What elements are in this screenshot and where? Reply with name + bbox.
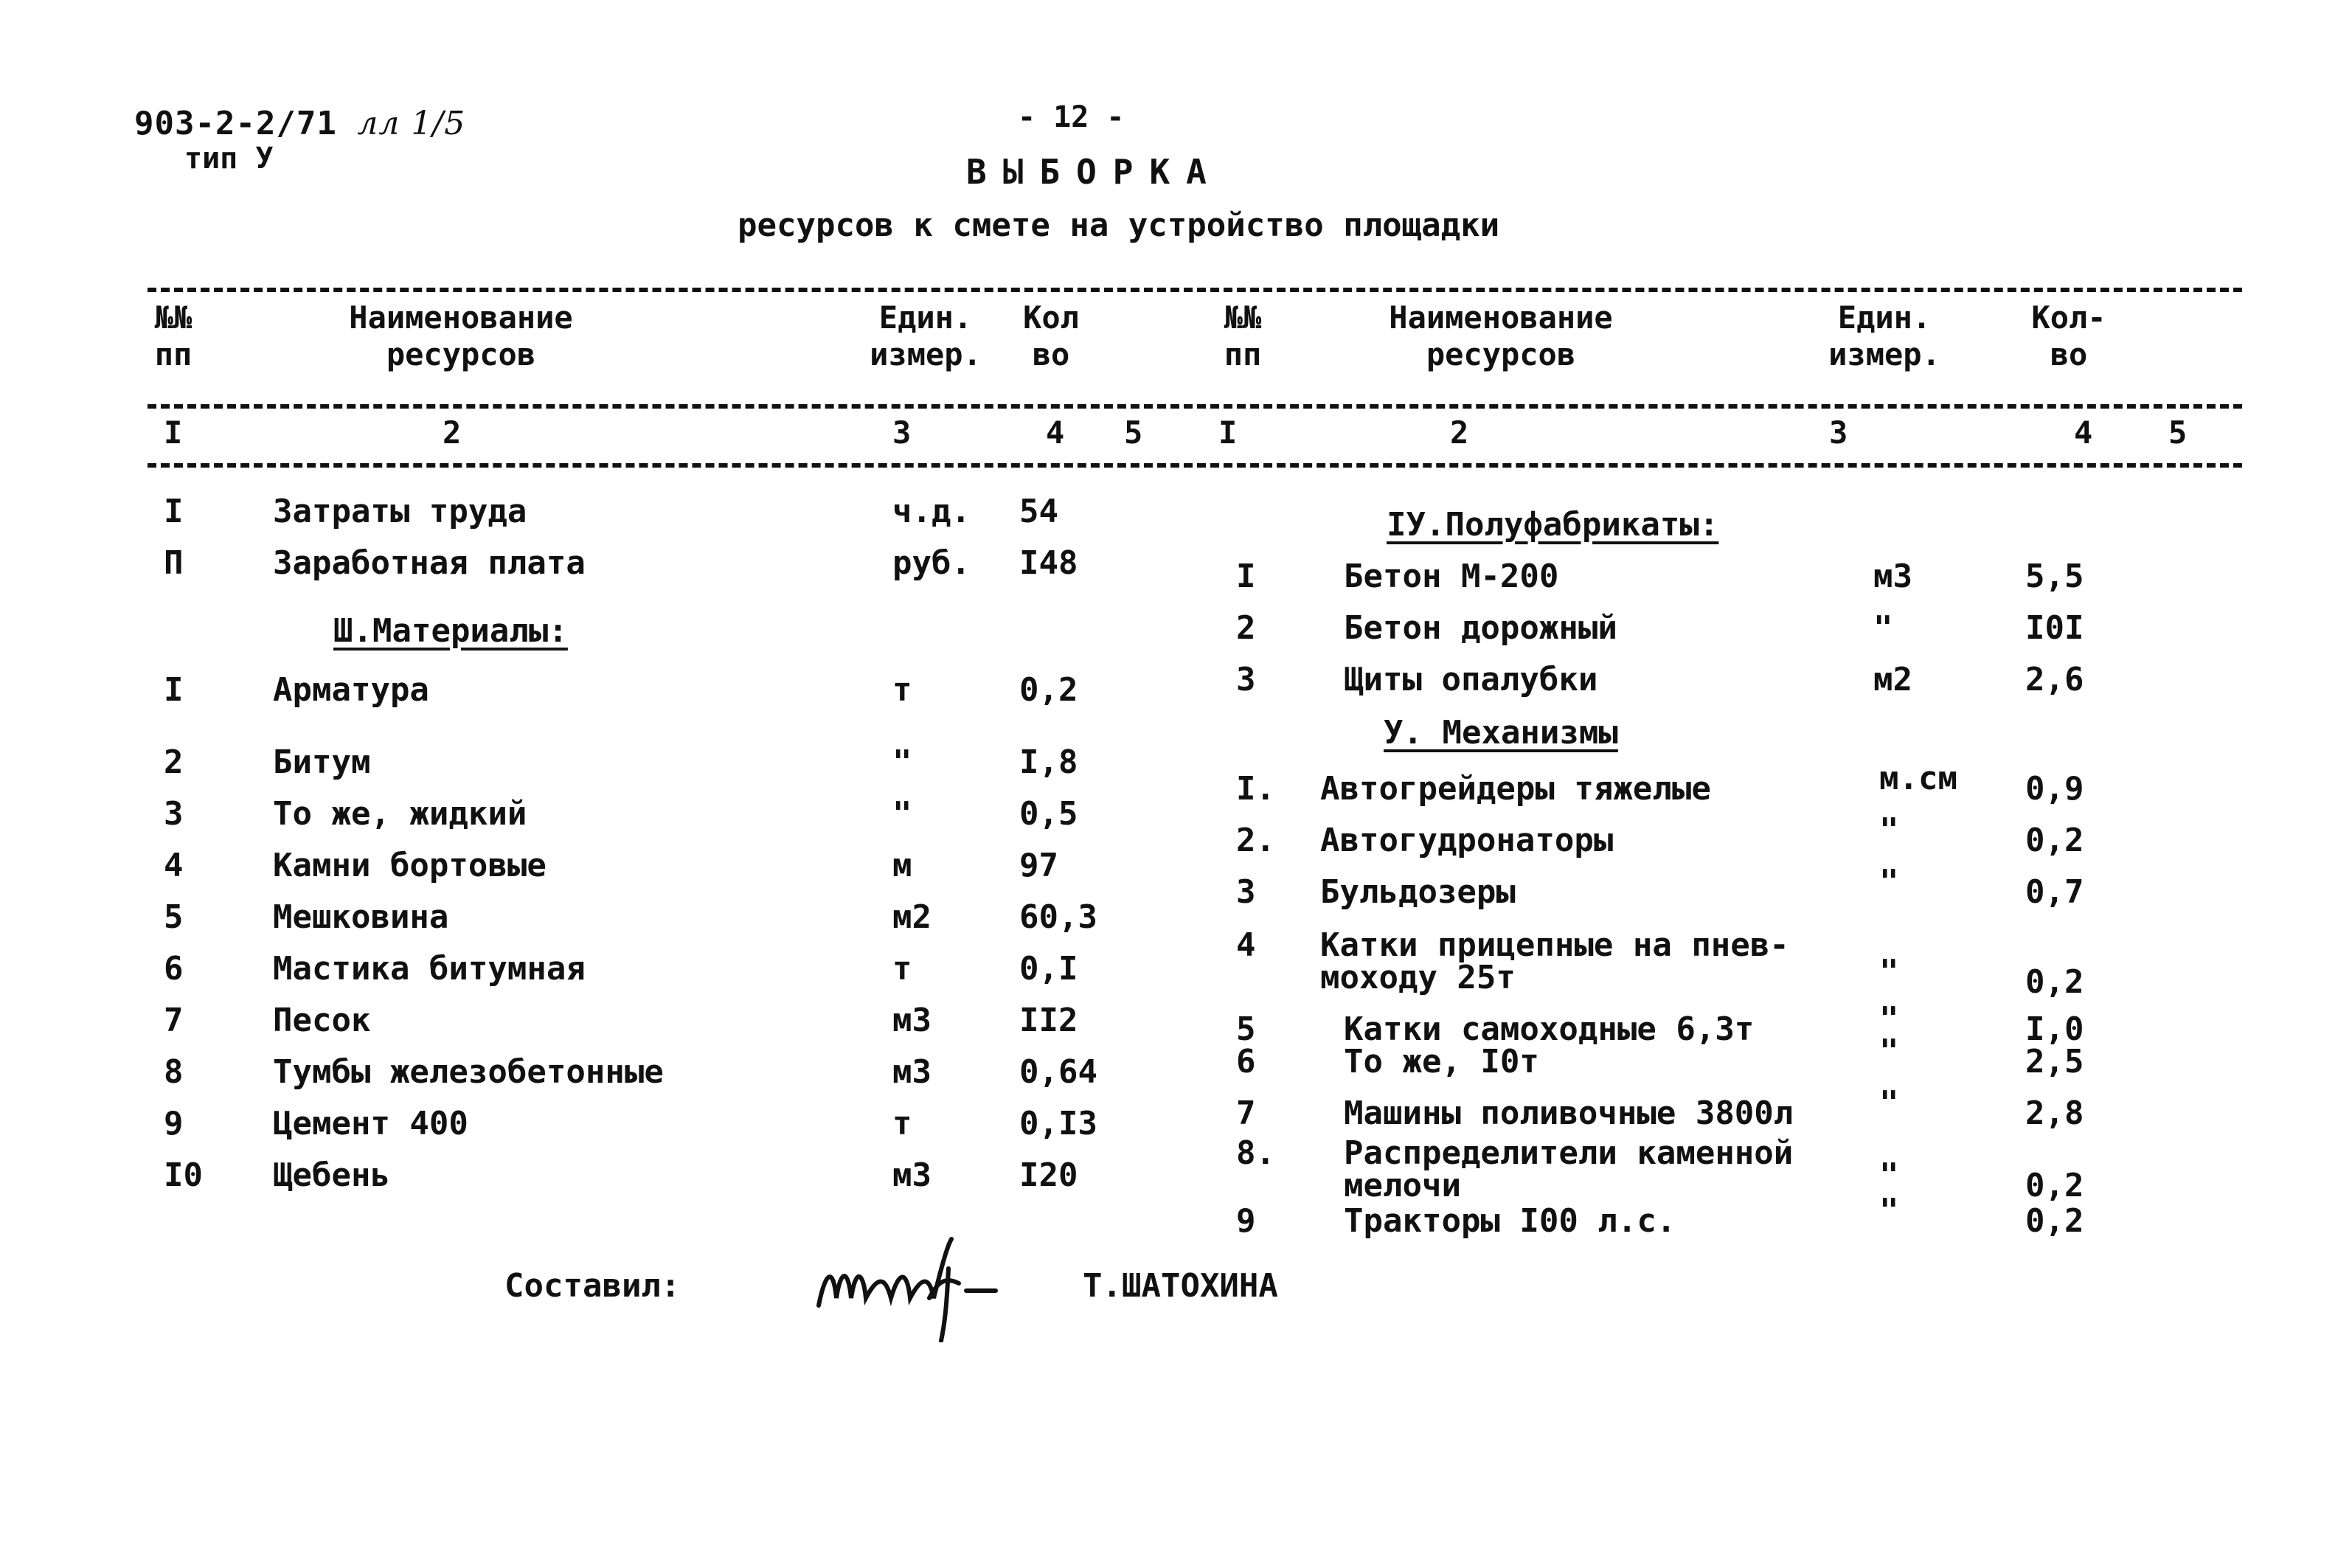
col-number-right-5: 5: [2168, 414, 2188, 451]
mech-row-qty: 0,7: [2025, 873, 2084, 911]
material-row-no: 9: [164, 1105, 184, 1142]
material-row-qty: I,8: [1019, 743, 1078, 781]
mech-row-no: 9: [1236, 1202, 1256, 1240]
semi-row-name: Бетон М-200: [1344, 558, 1559, 595]
col-header-no-left: [140, 299, 207, 373]
material-row-name: Песок: [273, 1002, 371, 1039]
page-subtitle: ресурсов к смете на устройство площадки: [738, 207, 1500, 244]
material-row-unit: т: [892, 671, 912, 709]
row-wage-no: П: [164, 544, 184, 582]
document-code: 903-2-2/71 лл 1/5: [134, 105, 466, 142]
mech-row-unit: м.см: [1879, 760, 1957, 797]
material-row-qty: 0,64: [1019, 1053, 1097, 1091]
signer-name: Т.ШАТОХИНА: [1083, 1267, 1278, 1305]
page-title: ВЫБОРКА: [966, 152, 1223, 192]
semi-row-no: 3: [1236, 661, 1256, 698]
material-row-unit: м: [892, 847, 912, 884]
row-labor-no: I: [164, 493, 184, 530]
material-row-name: То же, жидкий: [273, 795, 527, 833]
material-row-unit: т: [892, 1105, 912, 1142]
mech-row-name-continued: моходу 25т: [1320, 959, 1516, 996]
mech-row-unit: ": [1879, 863, 1899, 901]
semi-row-no: 2: [1236, 609, 1256, 647]
material-row-unit: т: [892, 950, 912, 988]
col-number-right-1: I: [1218, 414, 1238, 451]
col-number-left-2: 2: [443, 414, 462, 451]
col-number-left-1: I: [164, 414, 183, 451]
row-wage-unit: руб.: [892, 544, 971, 582]
mech-row-name: То же, I0т: [1344, 1043, 1539, 1080]
material-row-no: I: [164, 671, 184, 709]
material-row-qty: I20: [1019, 1156, 1078, 1194]
col-header-unit-right: Един. измер.: [1828, 299, 1940, 372]
col-header-unit-left: Един. измер.: [870, 299, 982, 372]
material-row-name: Камни бортовые: [273, 847, 547, 884]
mech-row-qty: 0,2: [2025, 963, 2084, 1001]
col-header-name-right: Наименование ресурсов: [1389, 299, 1613, 372]
mech-row-no: 5: [1236, 1010, 1256, 1048]
material-row-name: Мешковина: [273, 898, 449, 936]
mech-row-no: 4: [1236, 926, 1256, 964]
table-top-rule: [148, 288, 2242, 292]
col-header-no-left-text: №№ пп: [154, 299, 192, 372]
mech-row-no: 7: [1236, 1095, 1256, 1132]
material-row-qty: 0,2: [1019, 671, 1078, 709]
material-row-no: 2: [164, 743, 184, 781]
semi-row-qty: I0I: [2025, 609, 2084, 647]
semi-row-no: I: [1236, 558, 1256, 595]
mech-row-qty: 0,9: [2025, 770, 2084, 808]
mech-row-qty: 0,2: [2025, 822, 2084, 859]
row-labor-qty: 54: [1019, 493, 1058, 530]
semi-row-name: Бетон дорожный: [1344, 609, 1617, 647]
material-row-qty: 0,I3: [1019, 1105, 1097, 1142]
row-wage-name: Заработная плата: [273, 544, 586, 582]
semi-row-qty: 5,5: [2025, 558, 2084, 595]
col-header-no-right: №№ пп: [1224, 299, 1262, 372]
mech-row-unit: ": [1879, 1192, 1899, 1229]
mech-row-name: Распределители каменной: [1344, 1134, 1794, 1172]
semi-section-title: ІУ.Полуфабрикаты:: [1387, 506, 1719, 544]
mech-row-unit: ": [1879, 1084, 1899, 1122]
material-row-unit: м3: [892, 1002, 932, 1039]
mech-row-name: Катки прицепные на пнев-: [1320, 926, 1789, 964]
material-row-qty: 0,5: [1019, 795, 1078, 833]
material-row-no: 5: [164, 898, 184, 936]
material-row-qty: 60,3: [1019, 898, 1097, 936]
mech-section-title: У. Механизмы: [1384, 714, 1618, 752]
compiled-label: Составил:: [504, 1267, 681, 1305]
material-row-name: Цемент 400: [273, 1105, 468, 1142]
material-row-unit: м2: [892, 898, 932, 936]
mech-row-name-continued: мелочи: [1344, 1167, 1461, 1204]
material-row-no: 7: [164, 1002, 184, 1039]
mech-row-qty: 0,2: [2025, 1167, 2084, 1204]
col-number-left-3: 3: [892, 414, 912, 451]
col-header-name-left: Наименование ресурсов: [349, 299, 573, 372]
col-number-right-2: 2: [1450, 414, 1469, 451]
col-number-left-4: 4: [1046, 414, 1065, 451]
mech-row-no: 2.: [1236, 822, 1275, 859]
mech-row-unit: ": [1879, 1156, 1899, 1194]
material-row-no: 4: [164, 847, 184, 884]
mech-row-qty: I,0: [2025, 1010, 2084, 1048]
material-row-unit: м3: [892, 1053, 932, 1091]
material-row-no: 3: [164, 795, 184, 833]
col-number-right-4: 4: [2074, 414, 2093, 451]
material-row-name: Мастика битумная: [273, 950, 586, 988]
material-row-unit: ": [892, 795, 912, 833]
mech-row-unit: ": [1879, 1000, 1899, 1038]
col-number-right-3: 3: [1829, 414, 1848, 451]
header-mid-rule: [148, 404, 2242, 409]
mech-row-unit: ": [1879, 953, 1899, 991]
material-row-unit: м3: [892, 1156, 932, 1194]
mech-row-no: 6: [1236, 1043, 1256, 1080]
material-row-name: Арматура: [273, 671, 429, 709]
col-header-qty-left: Кол во: [1023, 299, 1079, 372]
document-type: тип У: [184, 142, 274, 176]
material-row-unit: ": [892, 743, 912, 781]
material-row-name: Щебень: [273, 1156, 390, 1194]
signature-image: [811, 1224, 1033, 1342]
material-row-no: I0: [164, 1156, 203, 1194]
header-bottom-rule: [148, 463, 2242, 468]
mech-row-no: I.: [1236, 770, 1275, 808]
material-row-no: 6: [164, 950, 184, 988]
mech-row-name: Автогрейдеры тяжелые: [1320, 770, 1711, 808]
material-row-name: Битум: [273, 743, 371, 781]
row-wage-qty: I48: [1019, 544, 1078, 582]
col-header-qty-right: Кол- во: [2031, 299, 2106, 372]
material-row-qty: 97: [1019, 847, 1058, 884]
semi-row-unit: м2: [1873, 661, 1912, 698]
mech-row-name: Автогудронаторы: [1320, 822, 1614, 859]
materials-section-title: Ш.Материалы:: [333, 612, 568, 650]
semi-row-unit: ": [1873, 609, 1893, 647]
row-labor-name: Затраты труда: [273, 493, 527, 530]
mech-row-name: Бульдозеры: [1320, 873, 1516, 911]
material-row-name: Тумбы железобетонные: [273, 1053, 664, 1091]
sheet-mark: лл 1/5: [357, 105, 466, 142]
mech-row-qty: 2,8: [2025, 1095, 2084, 1132]
mech-row-qty: 0,2: [2025, 1202, 2084, 1240]
mech-row-unit: ": [1879, 811, 1899, 849]
material-row-qty: 0,I: [1019, 950, 1078, 988]
material-row-no: 8: [164, 1053, 184, 1091]
mech-row-no: 8.: [1236, 1134, 1275, 1172]
mech-row-qty: 2,5: [2025, 1043, 2084, 1080]
mech-row-unit: ": [1879, 1033, 1899, 1070]
mech-row-name: Машины поливочные 3800л: [1344, 1095, 1794, 1132]
semi-row-name: Щиты опалубки: [1344, 661, 1598, 698]
mech-row-name: Катки самоходные 6,3т: [1344, 1010, 1755, 1048]
row-labor-unit: ч.д.: [892, 493, 971, 530]
mech-row-no: 3: [1236, 873, 1256, 911]
material-row-qty: II2: [1019, 1002, 1078, 1039]
col-number-left-5: 5: [1124, 414, 1143, 451]
semi-row-unit: м3: [1873, 558, 1912, 595]
page-number: - 12 -: [1018, 100, 1125, 134]
semi-row-qty: 2,6: [2025, 661, 2084, 698]
mech-row-name: Тракторы I00 л.с.: [1344, 1202, 1676, 1240]
